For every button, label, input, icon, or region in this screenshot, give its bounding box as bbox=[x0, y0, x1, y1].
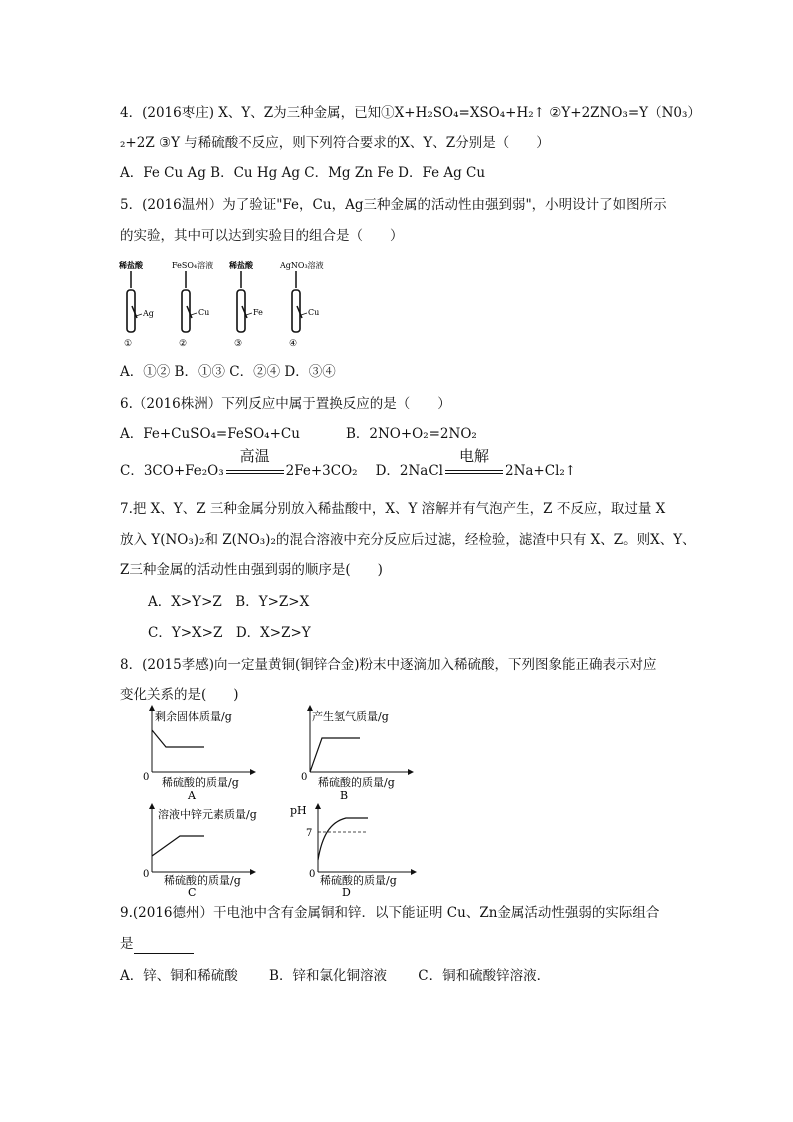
q6-option-d-condition: 电解 bbox=[458, 447, 489, 465]
tube-3-metal: Fe bbox=[253, 308, 263, 317]
graph-d bbox=[290, 804, 416, 898]
graph-b bbox=[301, 706, 413, 802]
q7-options-cd: C．Y>X>Z D．X>Z>Y bbox=[148, 625, 311, 641]
graph-b-ylabel: 产生氢气质量/g bbox=[312, 710, 389, 723]
graph-a-ylabel: 剩余固体质量/g bbox=[155, 710, 232, 723]
graph-d-origin: 0 bbox=[309, 869, 316, 880]
graph-c-xlabel: 稀硫酸的质量/g bbox=[164, 874, 241, 887]
graph-a bbox=[143, 706, 255, 802]
tube-2-reagent: FeSO₄溶液 bbox=[172, 261, 214, 270]
graph-b-letter: B bbox=[340, 789, 349, 802]
tube-3-reagent: 稀盐酸 bbox=[229, 260, 253, 270]
graph-a-curve bbox=[152, 730, 204, 747]
q7-stem-line1: 7.把 X、Y、Z 三种金属分别放入稀盐酸中，X、Y 溶解并有气泡产生，Z 不反应，取过量 X bbox=[120, 501, 666, 517]
tube-2 bbox=[172, 260, 213, 349]
q6-option-d-reactants: D．2NaCl bbox=[375, 463, 443, 479]
q6-options-cd bbox=[120, 447, 577, 481]
graph-c-origin: 0 bbox=[143, 869, 150, 880]
q9-stem-line2-text: 是 bbox=[120, 936, 134, 952]
graph-c-ylabel: 溶液中锌元素质量/g bbox=[158, 808, 257, 821]
tube-1 bbox=[118, 260, 154, 349]
q6-option-c-condition: 高温 bbox=[239, 447, 270, 465]
tube-1-number: ① bbox=[124, 339, 133, 349]
q9-options: A．锌、铜和稀硫酸 B．锌和氯化铜溶液 C．铜和硫酸锌溶液． bbox=[120, 968, 551, 984]
q7-stem-line2: 放入 Y(NO₃)₂和 Z(NO₃)₂的混合溶液中充分反应后过滤，经检验，滤渣中只有 X、Z。则X、Y、 bbox=[120, 532, 696, 548]
q4-stem-line2: ₂+2Z ③Y 与稀硫酸不反应，则下列符合要求的X、Y、Z分别是（ ） bbox=[120, 135, 550, 151]
tube-3-number: ③ bbox=[234, 339, 243, 349]
graph-b-xlabel: 稀硫酸的质量/g bbox=[318, 776, 395, 789]
q6-option-b: B．2NO+O₂=2NO₂ bbox=[345, 426, 477, 442]
q6-option-d-arrow bbox=[443, 447, 505, 481]
q5-test-tube-figure bbox=[115, 258, 345, 350]
graph-d-letter: D bbox=[342, 886, 351, 898]
q7-options-ab: A．X>Y>Z B．Y>Z>X bbox=[148, 594, 310, 610]
tube-2-metal: Cu bbox=[198, 308, 210, 317]
q6-option-c-arrow bbox=[224, 447, 286, 481]
q5-options: A．①② B．①③ C．②④ D．③④ bbox=[120, 364, 336, 380]
q4-options: A．Fe Cu Ag B．Cu Hg Ag C．Mg Zn Fe D．Fe Ag Cu bbox=[120, 165, 486, 181]
q8-graphs-figure bbox=[140, 702, 420, 898]
graph-b-origin: 0 bbox=[301, 772, 308, 783]
graph-d-tick-7: 7 bbox=[306, 828, 313, 839]
tube-4-metal: Cu bbox=[308, 308, 320, 317]
graph-b-curve bbox=[310, 738, 360, 772]
q8-stem-line1: 8．(2015孝感)向一定量黄铜(铜锌合金)粉末中逐滴加入稀硫酸，下列图象能正确表示对应 bbox=[120, 657, 657, 673]
graph-a-origin: 0 bbox=[143, 772, 150, 783]
graph-a-xlabel: 稀硫酸的质量/g bbox=[162, 776, 239, 789]
tube-2-number: ② bbox=[179, 339, 188, 349]
graph-a-letter: A bbox=[188, 789, 196, 802]
tube-4-number: ④ bbox=[289, 339, 298, 349]
q5-stem-line1: 5．(2016温州）为了验证"Fe，Cu，Ag三种金属的活动性由强到弱"，小明设计了如图所示 bbox=[120, 197, 667, 213]
q6-option-d-products: 2Na+Cl₂↑ bbox=[504, 463, 577, 479]
q4-stem-line1: 4．(2016枣庄) X、Y、Z为三种金属，已知①X+H₂SO₄=XSO₄+H₂↑ ②Y+2ZNO₃=Y（N0₃） bbox=[120, 105, 701, 121]
tube-4-reagent: AgNO₃溶液 bbox=[280, 261, 324, 270]
q9-stem-line1: 9.(2016德州）干电池中含有金属铜和锌．以下能证明 Cu、Zn金属活动性强弱的实际组合 bbox=[120, 905, 660, 921]
q6-option-a: A．Fe+CuSO₄=FeSO₄+Cu bbox=[120, 426, 300, 442]
q7-stem-line3: Z三种金属的活动性由强到弱的顺序是( ) bbox=[120, 562, 383, 578]
graph-c-letter: C bbox=[188, 886, 197, 898]
q6-option-c-products: 2Fe+3CO₂ bbox=[285, 463, 358, 479]
q6-options-ab bbox=[120, 424, 477, 444]
graph-c bbox=[143, 804, 257, 898]
q9-answer-blank[interactable] bbox=[134, 939, 194, 954]
graph-d-xlabel: 稀硫酸的质量/g bbox=[320, 874, 397, 887]
tube-1-metal: Ag bbox=[143, 309, 154, 318]
graph-c-curve bbox=[152, 836, 204, 856]
tube-1-reagent: 稀盐酸 bbox=[119, 260, 143, 270]
q5-stem-line2: 的实验，其中可以达到实验目的组合是（ ） bbox=[120, 228, 404, 244]
tube-3 bbox=[228, 260, 263, 349]
graph-d-curve bbox=[318, 818, 368, 860]
tube-4 bbox=[279, 260, 324, 349]
q9-stem-line2 bbox=[120, 934, 194, 954]
q8-stem-line2: 变化关系的是( ) bbox=[120, 687, 239, 703]
q6-option-c-reactants: C．3CO+Fe₂O₃ bbox=[120, 463, 224, 479]
graph-d-ylabel: pH bbox=[290, 804, 307, 817]
q6-stem: 6.（2016株洲）下列反应中属于置换反应的是（ ） bbox=[120, 396, 451, 412]
